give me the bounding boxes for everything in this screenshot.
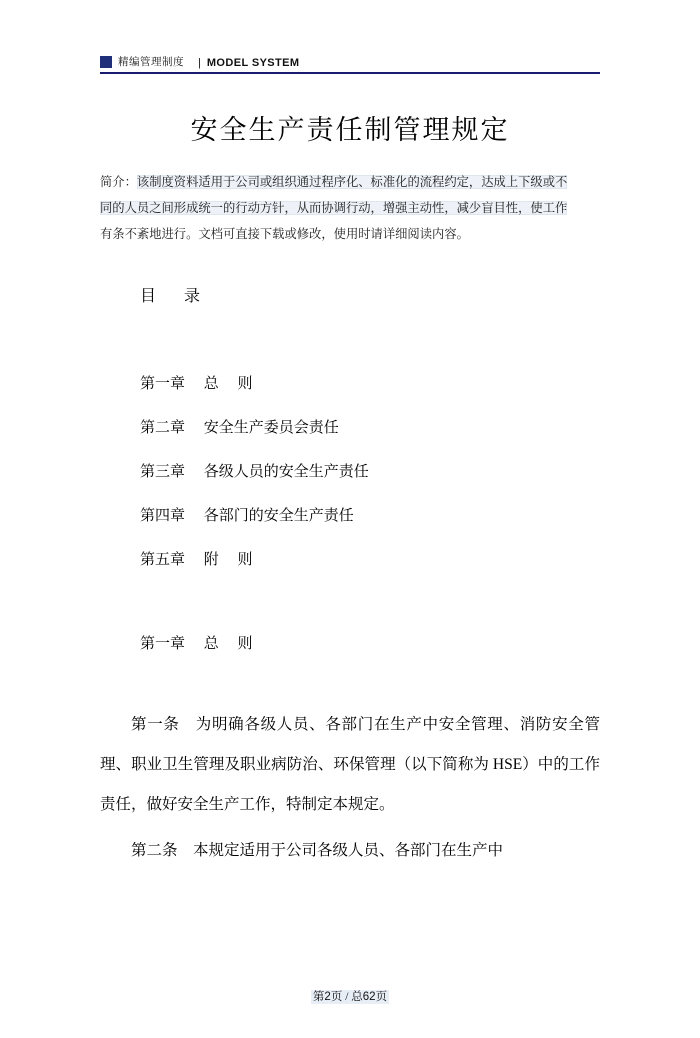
footer-total-pages: 62 [362, 991, 376, 1003]
header-divider [100, 72, 600, 74]
chapter-body [100, 705, 600, 871]
header-brand [100, 48, 600, 70]
footer-page-indicator [311, 990, 389, 1004]
toc-item-chapter-5[interactable]: 第五章 附 则 [140, 552, 253, 568]
toc-item-chapter-2[interactable]: 第二章 安全生产委员会责任 [140, 420, 339, 436]
brand-separator: | [198, 57, 201, 69]
chapter-heading: 第一章 总 则 [140, 636, 253, 652]
article-paragraph-2: 第二条 本规定适用于公司各级人员、各部门在生产中 [131, 842, 504, 859]
page-title: 安全生产责任制管理规定 [190, 115, 510, 145]
toc-item-chapter-4[interactable]: 第四章 各部门的安全生产责任 [140, 508, 354, 524]
page-footer [0, 988, 700, 1004]
article-paragraph-1: 第一条 为明确各级人员、各部门在生产中安全管理、消防安全管理、职业卫生管理及职业病防治、环保管理（以下简称为 HSE）中的工作责任，做好安全生产工作，特制定本规定。 [100, 716, 600, 813]
abstract-line-2: 同的人员之间形成统一的行动方针，从而协调行动，增强主动性，减少盲目性，使工作 [100, 201, 568, 215]
document-abstract [100, 169, 600, 247]
footer-middle: 页 / 总 [330, 991, 363, 1003]
document-header [100, 48, 600, 74]
footer-suffix: 页 [375, 991, 388, 1003]
brand-name-cn: 精编管理制度 [118, 56, 184, 68]
toc-heading: 目 录 [140, 288, 207, 305]
toc-item-chapter-3[interactable]: 第三章 各级人员的安全生产责任 [140, 464, 369, 480]
abstract-line-3: 有条不紊地进行。文档可直接下载或修改，使用时请详细阅读内容。 [100, 227, 469, 241]
brand-name-en: MODEL SYSTEM [206, 57, 300, 69]
toc-list [100, 362, 600, 582]
abstract-lead: 简介： [100, 175, 137, 189]
document-page [0, 48, 700, 1038]
footer-current-page: 2 [324, 991, 331, 1003]
brand-square-icon [100, 56, 112, 68]
footer-prefix: 第 [312, 991, 325, 1003]
toc-item-chapter-1[interactable]: 第一章 总 则 [140, 376, 253, 392]
abstract-line-1: 该制度资料适用于公司或组织通过程序化、标准化的流程约定，达成上下级或不 [136, 175, 568, 189]
